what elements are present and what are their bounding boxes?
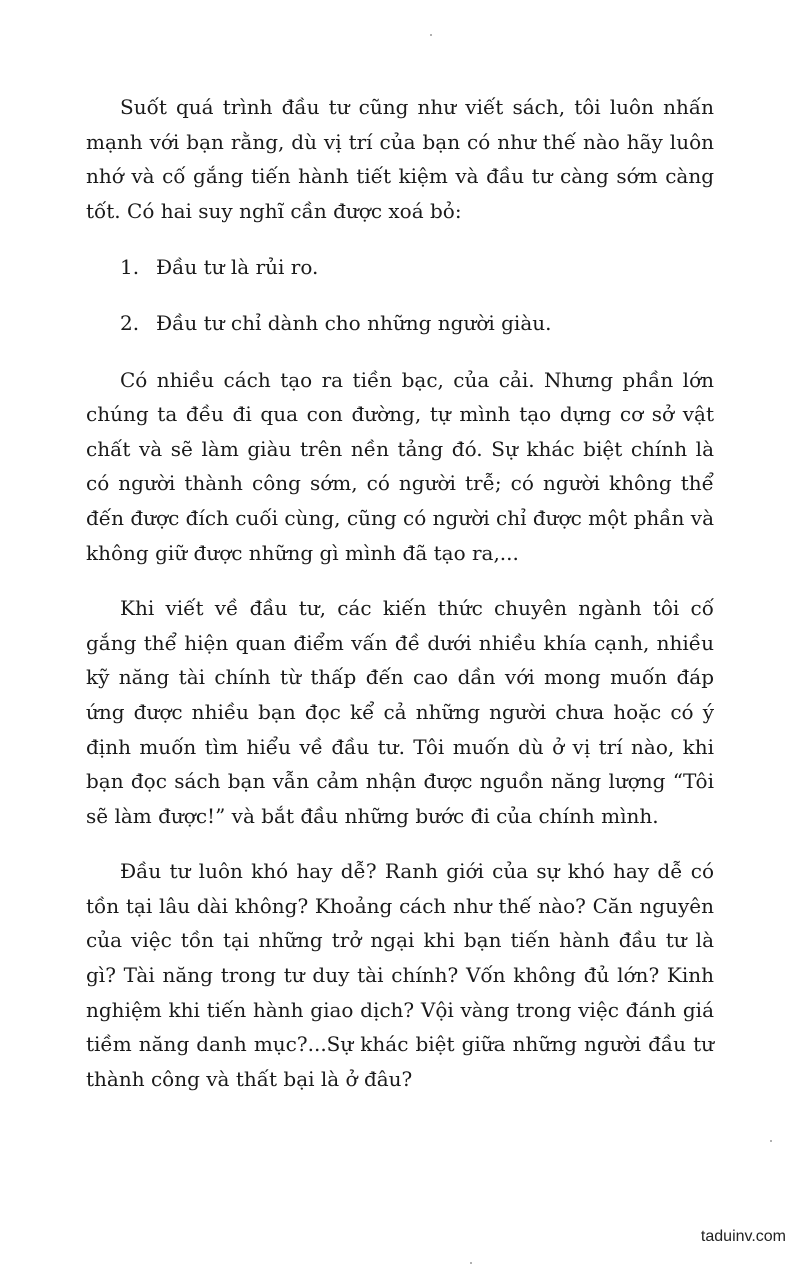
scan-speck bbox=[470, 1262, 472, 1264]
numbered-list bbox=[86, 250, 714, 340]
paragraph-questions: Đầu tư luôn khó hay dễ? Ranh giới của sự khó hay dễ có tồn tại lâu dài không? Khoảng cách như thế nào? Căn nguyên của việc tồn tại những trở ngại khi bạn tiến hành đầu tư là gì? Tài năng trong tư duy tài chính? Vốn không đủ lớn? Kinh nghiệm khi tiến hành giao dịch? Vội vàng trong việc đánh giá tiềm năng danh mục?...Sự khác biệt giữa những người đầu tư thành công và thất bại là ở đâu? bbox=[86, 859, 714, 1091]
watermark-text: taduinv.com bbox=[700, 1228, 786, 1245]
scan-speck bbox=[430, 34, 432, 36]
list-item-number: 1. bbox=[120, 255, 140, 280]
scan-speck bbox=[770, 1140, 772, 1142]
list-item-number: 2. bbox=[120, 310, 140, 335]
list-item bbox=[86, 250, 714, 285]
list-item bbox=[86, 306, 714, 341]
document-page bbox=[86, 90, 714, 1096]
list-item-text: Đầu tư là rủi ro. bbox=[156, 255, 319, 280]
paragraph-writing-about-investing: Khi viết về đầu tư, các kiến thức chuyên ngành tôi cố gắng thể hiện quan điểm vấn đề dưới nhiều khía cạnh, nhiều kỹ năng tài chính từ thấp đến cao dần với mong muốn đáp ứng được nhiều bạn đọc kể cả những người chưa hoặc có ý định muốn tìm hiểu về đầu tư. Tôi muốn dù ở vị trí nào, khi bạn đọc sách bạn vẫn cảm nhận được nguồn năng lượng “Tôi sẽ làm được!” và bắt đầu những bước đi của chính mình. bbox=[86, 596, 714, 828]
list-item-text: Đầu tư chỉ dành cho những người giàu. bbox=[156, 310, 552, 335]
paragraph-intro: Suốt quá trình đầu tư cũng như viết sách, tôi luôn nhấn mạnh với bạn rằng, dù vị trí của bạn có như thế nào hãy luôn nhớ và cố gắng tiến hành tiết kiệm và đầu tư càng sớm càng tốt. Có hai suy nghĩ cần được xoá bỏ: bbox=[86, 95, 714, 223]
paragraph-wealth-paths: Có nhiều cách tạo ra tiền bạc, của cải. Nhưng phần lớn chúng ta đều đi qua con đường, tự mình tạo dựng cơ sở vật chất và sẽ làm giàu trên nền tảng đó. Sự khác biệt chính là có người thành công sớm, có người trễ; có người không thể đến được đích cuối cùng, cũng có người chỉ được một phần và không giữ được những gì mình đã tạo ra,... bbox=[86, 367, 714, 565]
